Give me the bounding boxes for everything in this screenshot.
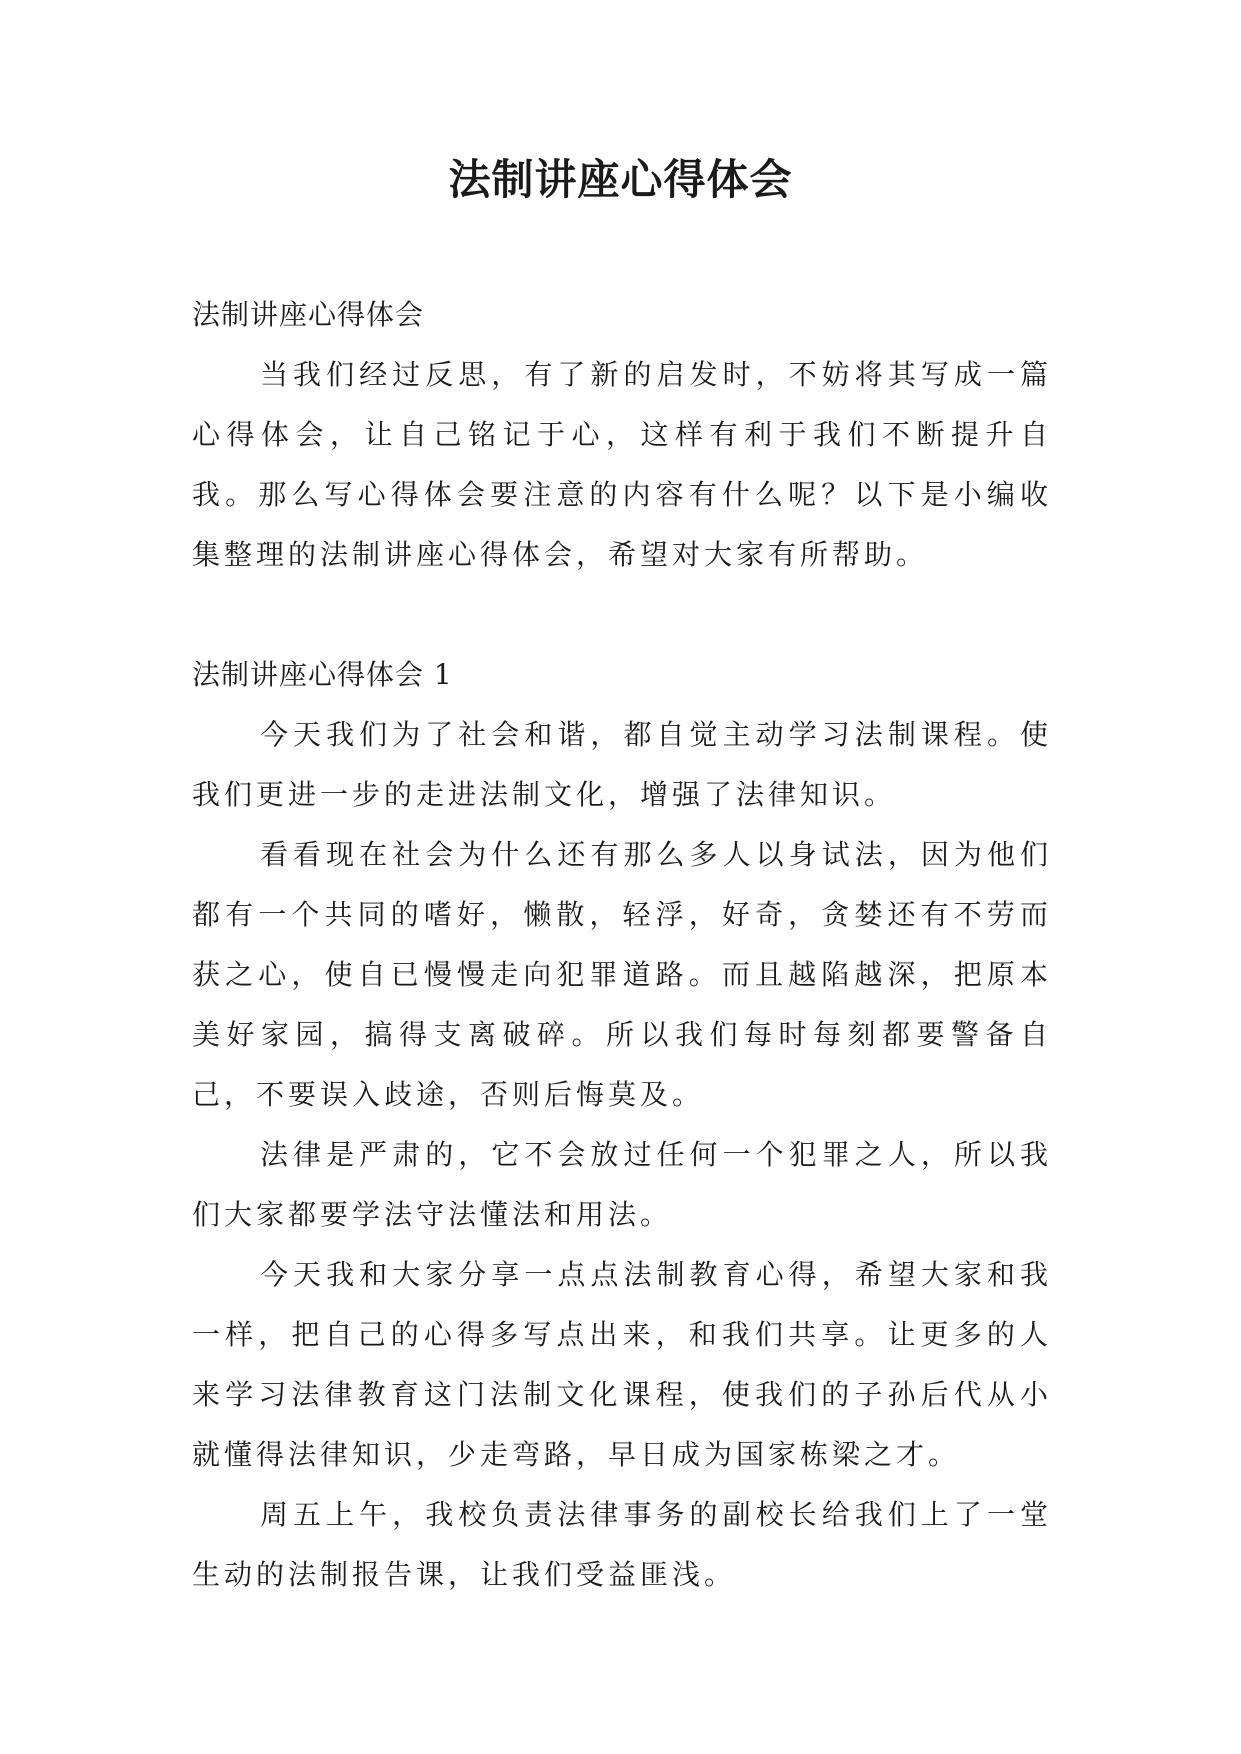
section-spacer — [192, 585, 1052, 645]
paragraph: 看看现在社会为什么还有那么多人以身试法，因为他们都有一个共同的嗜好，懒散，轻浮，好奇，贪婪还有不劳而获之心，使自已慢慢走向犯罪道路。而且越陷越深，把原本美好家园，搞得支离破碎。所以我们每时每刻都要警备自己，不要误入歧途，否则后悔莫及。 — [192, 838, 1052, 1111]
document-title: 法制讲座心得体会 — [448, 155, 793, 204]
paragraph: 法律是严肃的，它不会放过任何一个犯罪之人，所以我们大家都要学法守法懂法和用法。 — [192, 1138, 1052, 1231]
paragraph: 周五上午，我校负责法律事务的副校长给我们上了一堂生动的法制报告课，让我们受益匪浅。 — [192, 1498, 1052, 1591]
document-body — [192, 285, 1052, 1605]
paragraph: 今天我和大家分享一点点法制教育心得，希望大家和我一样，把自己的心得多写点出来，和我们共享。让更多的人来学习法律教育这门法制文化课程，使我们的子孙后代从小就懂得法律知识，少走弯路，早日成为国家栋梁之才。 — [192, 1258, 1052, 1471]
intro-heading: 法制讲座心得体会 — [192, 298, 425, 331]
section-heading: 法制讲座心得体会 1 — [192, 658, 453, 691]
paragraph: 今天我们为了社会和谐，都自觉主动学习法制课程。使我们更进一步的走进法制文化，增强了法律知识。 — [192, 718, 1052, 811]
intro-paragraph: 当我们经过反思，有了新的启发时，不妨将其写成一篇心得体会，让自己铭记于心，这样有利于我们不断提升自我。那么写心得体会要注意的内容有什么呢？以下是小编收集整理的法制讲座心得体会，希望对大家有所帮助。 — [192, 358, 1052, 571]
